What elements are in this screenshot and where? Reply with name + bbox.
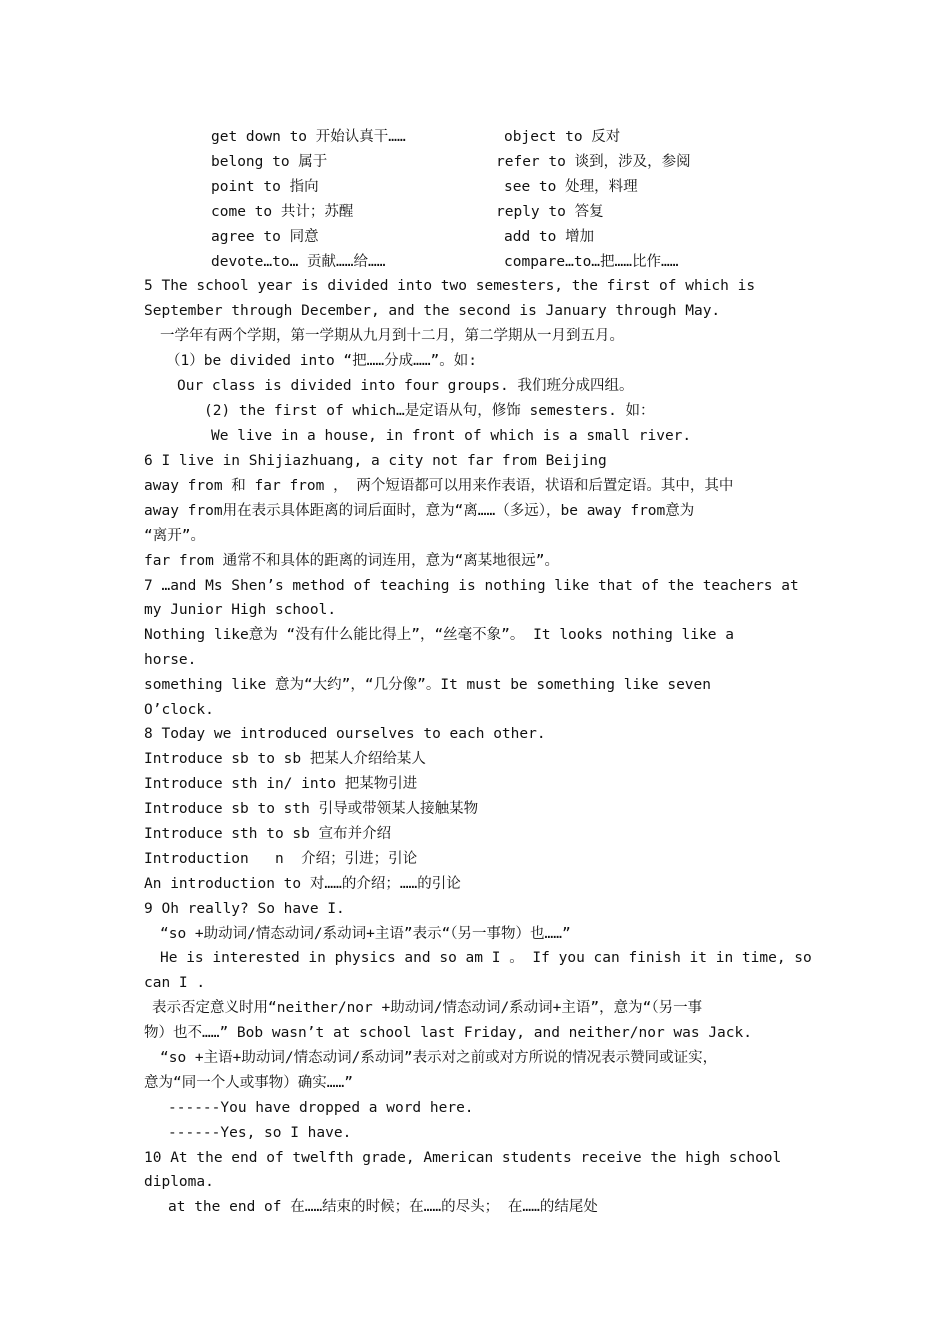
item-9-note-2-line-2: 物）也不……” Bob wasn’t at school last Friday, and neither/nor was Jack. bbox=[144, 1025, 752, 1041]
item-6-note-line-3: “离开”。 bbox=[144, 528, 205, 544]
item-8-usage-4: Introduce sth to sb 宣布并介绍 bbox=[144, 826, 392, 842]
item-9-note-2-line-1: 表示否定意义时用“neither/nor +助动词/情态动词/系动词+主语”，意为“（另一事 bbox=[152, 1000, 703, 1016]
item-9-example-1-line-1: He is interested in physics and so am I 。 If you can finish it in time, so bbox=[160, 950, 812, 966]
item-5-sentence-line-1: 5 The school year is divided into two semesters, the first of which is bbox=[144, 278, 756, 294]
item-8-usage-6: An introduction to 对……的介绍；……的引论 bbox=[144, 876, 461, 892]
item-9-note-1: “so +助动词/情态动词/系动词+主语”表示“（另一事物）也……” bbox=[160, 926, 571, 942]
item-5-note-2: (2) the first of which…是定语从句，修饰 semesters. 如： bbox=[204, 403, 655, 419]
item-8-sentence: 8 Today we introduced ourselves to each other. bbox=[144, 726, 546, 742]
phrase-left-come-to: come to 共计；苏醒 bbox=[211, 204, 354, 220]
item-8-usage-1: Introduce sb to sb 把某人介绍给某人 bbox=[144, 751, 426, 767]
item-10-sentence-line-1: 10 At the end of twelfth grade, American students receive the high school bbox=[144, 1150, 782, 1166]
item-6-note-line-2: away from用在表示具体距离的词后面时，意为“离……（多远），be away from意为 bbox=[144, 503, 695, 519]
phrase-left-get-down-to: get down to 开始认真干…… bbox=[211, 129, 406, 145]
item-8-usage-5: Introduction n 介绍；引进；引论 bbox=[144, 851, 418, 867]
item-5-translation: 一学年有两个学期，第一学期从九月到十二月，第二学期从一月到五月。 bbox=[160, 328, 624, 344]
item-7-sentence-line-1: 7 …and Ms Shen’s method of teaching is nothing like that of the teachers at bbox=[144, 578, 799, 594]
phrase-left-point-to: point to 指向 bbox=[211, 179, 319, 195]
phrase-left-belong-to: belong to 属于 bbox=[211, 154, 328, 170]
item-9-dialogue-1: ------You have dropped a word here. bbox=[168, 1100, 474, 1116]
phrase-left-agree-to: agree to 同意 bbox=[211, 229, 319, 245]
item-5-note-1: （1）be divided into “把……分成……”。如: bbox=[166, 353, 478, 369]
phrase-right-reply-to: reply to 答复 bbox=[496, 204, 604, 220]
phrase-right-object-to: object to 反对 bbox=[504, 129, 621, 145]
item-5-example-2: We live in a house, in front of which is a small river. bbox=[211, 428, 692, 444]
item-10-sentence-line-2: diploma. bbox=[144, 1174, 214, 1190]
item-7-note-2-line-1: something like 意为“大约”，“几分像”。It must be something like seven bbox=[144, 677, 711, 693]
item-9-dialogue-2: ------Yes, so I have. bbox=[168, 1125, 352, 1141]
item-5-example-1: Our class is divided into four groups. 我们班分成四组。 bbox=[177, 378, 634, 394]
item-8-usage-2: Introduce sth in/ into 把某物引进 bbox=[144, 776, 418, 792]
phrase-right-add-to: add to 增加 bbox=[504, 229, 595, 245]
item-10-note: at the end of 在……结束的时候；在……的尽头； 在……的结尾处 bbox=[168, 1199, 598, 1215]
item-7-note-2-line-2: O’clock. bbox=[144, 702, 214, 718]
item-9-sentence: 9 Oh really? So have I. bbox=[144, 901, 345, 917]
item-9-note-3-line-2: 意为“同一个人或事物）确实……” bbox=[144, 1075, 353, 1091]
item-7-note-1-line-1: Nothing like意为 “没有什么能比得上”，“丝毫不象”。 It looks nothing like a bbox=[144, 627, 734, 643]
item-6-sentence: 6 I live in Shijiazhuang, a city not far from Beijing bbox=[144, 453, 607, 469]
phrase-left-devote-to: devote…to… 贡献……给…… bbox=[211, 254, 386, 270]
item-6-note-line-1: away from 和 far from ， 两个短语都可以用来作表语，状语和后置定语。其中，其中 bbox=[144, 478, 734, 494]
item-9-example-1-line-2: can I . bbox=[144, 975, 206, 991]
item-8-usage-3: Introduce sb to sth 引导或带领某人接触某物 bbox=[144, 801, 479, 817]
phrase-right-compare-to: compare…to…把……比作…… bbox=[504, 254, 679, 270]
item-7-sentence-line-2: my Junior High school. bbox=[144, 602, 337, 618]
item-9-note-3-line-1: “so +主语+助动词/情态动词/系动词”表示对之前或对方所说的情况表示赞同或证实， bbox=[160, 1050, 718, 1066]
item-6-note-line-4: far from 通常不和具体的距离的词连用，意为“离某地很远”。 bbox=[144, 553, 560, 569]
item-7-note-1-line-2: horse. bbox=[144, 652, 197, 668]
phrase-right-refer-to: refer to 谈到，涉及，参阅 bbox=[496, 154, 691, 170]
phrase-right-see-to: see to 处理，料理 bbox=[504, 179, 638, 195]
item-5-sentence-line-2: September through December, and the second is January through May. bbox=[144, 303, 721, 319]
